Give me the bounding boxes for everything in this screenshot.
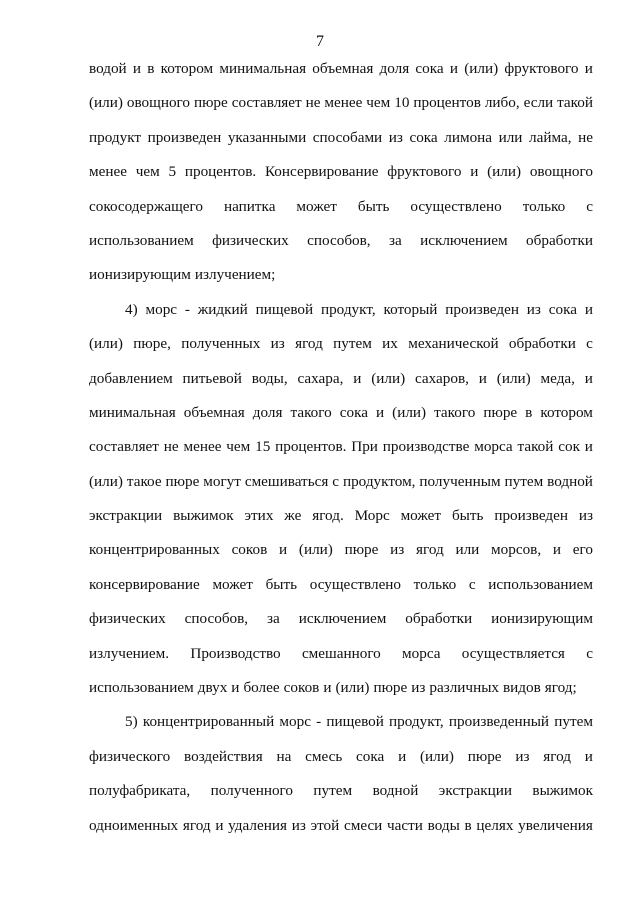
word: исключением [298, 610, 387, 628]
word: только [522, 197, 566, 215]
word: такого [290, 403, 332, 421]
word: способов, [184, 610, 249, 628]
text-line [89, 258, 593, 292]
word: из [526, 300, 541, 318]
word: физического [89, 747, 171, 765]
text-line [89, 155, 593, 189]
word: путем [554, 713, 593, 731]
text-line [89, 568, 593, 602]
word: физических [89, 610, 166, 628]
text-line [89, 190, 593, 224]
word: двух [197, 679, 228, 697]
word: пюре [193, 94, 228, 112]
word: осуществляется [461, 644, 565, 662]
word: овощного [529, 163, 593, 181]
word: менее [324, 94, 363, 112]
word: и [398, 747, 407, 765]
word: пюре [165, 472, 200, 490]
word: минимальная [219, 60, 307, 77]
word: за [388, 231, 402, 249]
word: и [231, 679, 240, 697]
word: экстракции [89, 507, 163, 525]
word: (или) [89, 335, 123, 353]
word: доля [252, 403, 283, 421]
word: этой [310, 816, 340, 834]
word: указанными [227, 128, 307, 146]
document-body [89, 52, 593, 843]
word: произведен [445, 300, 519, 318]
word: ягод [543, 747, 571, 765]
word: экстракции [438, 782, 512, 800]
word: в [525, 403, 533, 421]
word: и [449, 60, 458, 77]
word: сока [339, 403, 368, 421]
word: осуществлено [410, 197, 502, 215]
word: произведен [147, 128, 222, 146]
word: использованием [89, 679, 194, 697]
word: увеличения [518, 816, 593, 834]
word: и [584, 747, 593, 765]
word: ягод. [312, 507, 344, 525]
word: части [387, 816, 423, 834]
word: целях [476, 816, 514, 834]
word: фруктового [387, 163, 462, 181]
word: сахара, [297, 369, 344, 387]
text-line [89, 396, 593, 430]
word: с [586, 335, 593, 353]
word: (или) [496, 369, 531, 387]
word: выжимок [532, 782, 593, 800]
word: произведен [494, 507, 568, 525]
word: Консервирование [264, 163, 379, 181]
text-line [89, 224, 593, 258]
word: продуктом, [342, 472, 416, 490]
word: путем [313, 782, 353, 800]
word: более [243, 679, 280, 697]
text-line [89, 293, 593, 327]
word: (или) [298, 541, 333, 559]
word: продукт, [389, 713, 444, 731]
word: в [464, 816, 472, 834]
word: способов, [307, 231, 371, 249]
word: из [388, 128, 403, 146]
word: доля [379, 60, 410, 77]
word: сока [356, 747, 385, 765]
word: излучением. [89, 644, 170, 662]
text-line [89, 671, 593, 705]
word: овощного [126, 94, 191, 112]
word: не [305, 94, 321, 112]
word: пюре [373, 679, 408, 697]
text-line [89, 465, 593, 499]
word: с [468, 575, 476, 593]
word: фруктового [504, 60, 579, 77]
word: из [390, 541, 405, 559]
word: быть [357, 197, 390, 215]
word: может [212, 575, 253, 593]
word: производстве [382, 438, 470, 456]
word: физических [212, 231, 289, 249]
word: и [478, 369, 487, 387]
word: из [515, 747, 530, 765]
word: и [552, 541, 562, 559]
word: лимона [444, 128, 493, 146]
word: концентрированный [142, 713, 275, 731]
word: одноименных [89, 816, 179, 834]
word: питьевой [182, 369, 242, 387]
text-line [89, 430, 593, 464]
word: (или) [89, 94, 123, 112]
word: и [215, 816, 224, 834]
word: (или) [487, 163, 522, 181]
word: соков [231, 541, 268, 559]
word: и [353, 369, 362, 387]
word: жидкий [197, 300, 248, 318]
word: чем [366, 94, 391, 112]
word: сок [558, 438, 580, 456]
word: меда, [540, 369, 575, 387]
word: осуществлено [309, 575, 402, 593]
word: морс [279, 713, 311, 731]
word: смесь [305, 747, 343, 765]
word: концентрированных [89, 541, 220, 559]
word: сахаров, [415, 369, 469, 387]
text-line [89, 121, 593, 155]
word: не [163, 438, 179, 456]
word: морсов, [491, 541, 542, 559]
word: пищевой [255, 300, 314, 318]
word: менее [183, 438, 222, 456]
word: пищевой [326, 713, 384, 731]
word: морса [402, 644, 441, 662]
word: Морс [354, 507, 390, 525]
word: ионизирующим [491, 610, 593, 628]
word: на [276, 747, 292, 765]
word: различных [429, 679, 499, 697]
word: котором [540, 403, 593, 421]
word: же [284, 507, 302, 525]
word: ягод; [544, 679, 577, 697]
word: сока [415, 60, 444, 77]
word: полученным [419, 472, 501, 490]
text-line [89, 362, 593, 396]
word: путем [333, 335, 372, 353]
word: использованием [89, 231, 194, 249]
word: смешанного [301, 644, 381, 662]
word: 10 [394, 94, 410, 112]
word: выжимок [173, 507, 234, 525]
word: только [413, 575, 457, 593]
word: исключением [420, 231, 508, 249]
word: чем [135, 163, 160, 181]
word: добавлением [89, 369, 173, 387]
word: продукт, [320, 300, 376, 318]
word: пюре [483, 403, 518, 421]
word: либо, [484, 94, 520, 112]
word: консервирование [89, 575, 200, 593]
text-line [89, 774, 593, 808]
word: быть [265, 575, 298, 593]
word: составляет [231, 94, 302, 112]
word: или [455, 541, 480, 559]
word: (или) [419, 747, 454, 765]
word: (или) [392, 403, 427, 421]
word: может [400, 507, 442, 525]
word: сока [548, 300, 578, 318]
word: из [578, 507, 593, 525]
word: и [132, 60, 142, 77]
text-line [89, 809, 593, 843]
text-line [89, 533, 593, 567]
word: 4) [125, 300, 138, 318]
word: не [578, 128, 593, 146]
word: такой [517, 438, 554, 456]
word: ягод [416, 541, 444, 559]
word: его [572, 541, 593, 559]
word: и [584, 438, 593, 456]
word: этих [244, 507, 274, 525]
word: водой [89, 60, 127, 77]
word: (или) [89, 472, 123, 490]
word: если [523, 94, 554, 112]
word: могут [203, 472, 241, 490]
word: сока [409, 128, 438, 146]
word: излучением; [194, 266, 276, 284]
word: полуфабриката, [89, 782, 191, 800]
word: за [267, 610, 280, 628]
word: с [332, 472, 340, 490]
text-line [89, 327, 593, 361]
word: полученных [181, 335, 261, 353]
word: пюре [467, 747, 502, 765]
text-line [89, 86, 593, 120]
word: соков [283, 679, 320, 697]
word: - [316, 713, 322, 731]
word: морс [145, 300, 178, 318]
word: и [323, 679, 332, 697]
text-line [89, 705, 593, 739]
word: объемная [312, 60, 374, 77]
word: ягод [182, 816, 211, 834]
word: (или) [335, 679, 370, 697]
word: такой [557, 94, 593, 112]
word: и [279, 541, 288, 559]
word: с [586, 197, 593, 215]
word: механической [408, 335, 499, 353]
word: обработки [526, 231, 593, 249]
word: из [411, 679, 426, 697]
word: их [382, 335, 398, 353]
word: 5) [125, 713, 138, 731]
word: с [586, 644, 593, 662]
word: обработки [405, 610, 473, 628]
text-line [89, 52, 593, 86]
word: воды [427, 816, 460, 834]
word: и [584, 369, 593, 387]
word: воды, [251, 369, 288, 387]
word: смеси [343, 816, 383, 834]
word: видов [503, 679, 541, 697]
word: 15 [255, 438, 271, 456]
word: из [291, 816, 306, 834]
word: лайма, [529, 128, 572, 146]
word: может [296, 197, 337, 215]
word: чем [226, 438, 251, 456]
word: минимальная [89, 403, 176, 421]
word: быть [451, 507, 484, 525]
word: произведенный [448, 713, 550, 731]
word: полученного [210, 782, 293, 800]
word: который [383, 300, 438, 318]
word: такого [434, 403, 476, 421]
word: процентов [413, 94, 481, 112]
word: морса [474, 438, 513, 456]
word: ягод [295, 335, 323, 353]
word: или [498, 128, 523, 146]
word: в [147, 60, 155, 77]
word: процентов. [184, 163, 257, 181]
word: удаления [228, 816, 287, 834]
word: При [351, 438, 378, 456]
word: - [184, 300, 190, 318]
word: ионизирующим [89, 266, 191, 284]
word: водной [372, 782, 419, 800]
word: продукт [89, 128, 142, 146]
word: воздействия [184, 747, 263, 765]
word: (или) [371, 369, 406, 387]
word: Производство [190, 644, 281, 662]
text-line [89, 602, 593, 636]
word: составляет [89, 438, 159, 456]
word: сокосодержащего [89, 197, 203, 215]
word: путем [504, 472, 544, 490]
word: 5 [168, 163, 177, 181]
text-line [89, 740, 593, 774]
text-line [89, 637, 593, 671]
word: и [470, 163, 479, 181]
word: водной [547, 472, 593, 490]
page-number: 7 [316, 33, 324, 50]
word: использованием [488, 575, 593, 593]
word: пюре [344, 541, 379, 559]
word: способами [312, 128, 383, 146]
word: обработки [508, 335, 576, 353]
word: и [584, 60, 593, 77]
word: и [584, 300, 593, 318]
word: менее [89, 163, 127, 181]
text-line [89, 499, 593, 533]
word: котором [160, 60, 214, 77]
word: процентов. [275, 438, 347, 456]
word: из [270, 335, 285, 353]
word: такое [126, 472, 162, 490]
word: и [375, 403, 385, 421]
word: объемная [183, 403, 245, 421]
word: (или) [464, 60, 499, 77]
word: напитка [223, 197, 276, 215]
word: смешиваться [244, 472, 329, 490]
word: пюре, [133, 335, 171, 353]
